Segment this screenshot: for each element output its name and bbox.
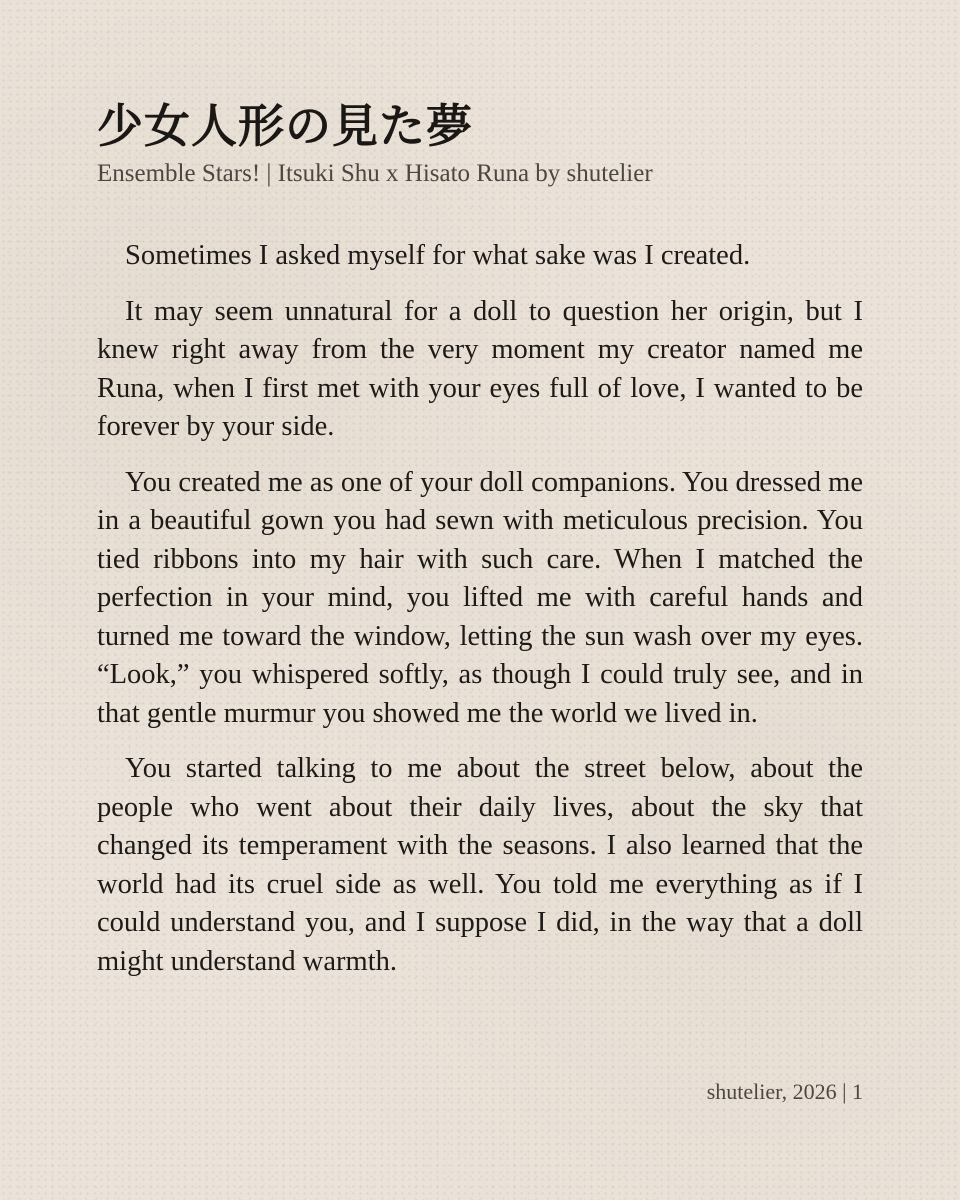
paragraph-4: You started talking to me about the street below, about the people who went about their daily lives, about the sky that changed its temperament with the seasons. I also learned that the world had its cruel side as well. You told me everything as if I could understand you, and I suppose I did, in the way that a doll might understand warmth. xyxy=(97,753,863,977)
paragraph-2: It may seem unnatural for a doll to question her origin, but I knew right away from the very moment my creator named me Runa, when I first met with your eyes full of love, I wanted to be forever by your side. xyxy=(97,295,863,442)
paragraph-3: You created me as one of your doll companions. You dressed me in a beautiful gown you had sewn with meticulous precision. You tied ribbons into my hair with such care. When I matched the perfection in your mind, you lifted me with careful hands and turned me toward the window, letting the sun wash over my eyes. “Look,” you whispered softly, as though I could truly see, and in that gentle murmur you showed me the world we lived in. xyxy=(97,466,863,729)
page-footer: shutelier, 2026 | 1 xyxy=(706,1079,863,1104)
page-subtitle: Ensemble Stars! | Itsuki Shu x Hisato Runa by shutelier xyxy=(97,160,653,187)
page-title: 少女人形の見た夢 xyxy=(97,99,473,153)
story-body xyxy=(97,237,863,998)
paragraph-1: Sometimes I asked myself for what sake was I created. xyxy=(125,240,751,271)
